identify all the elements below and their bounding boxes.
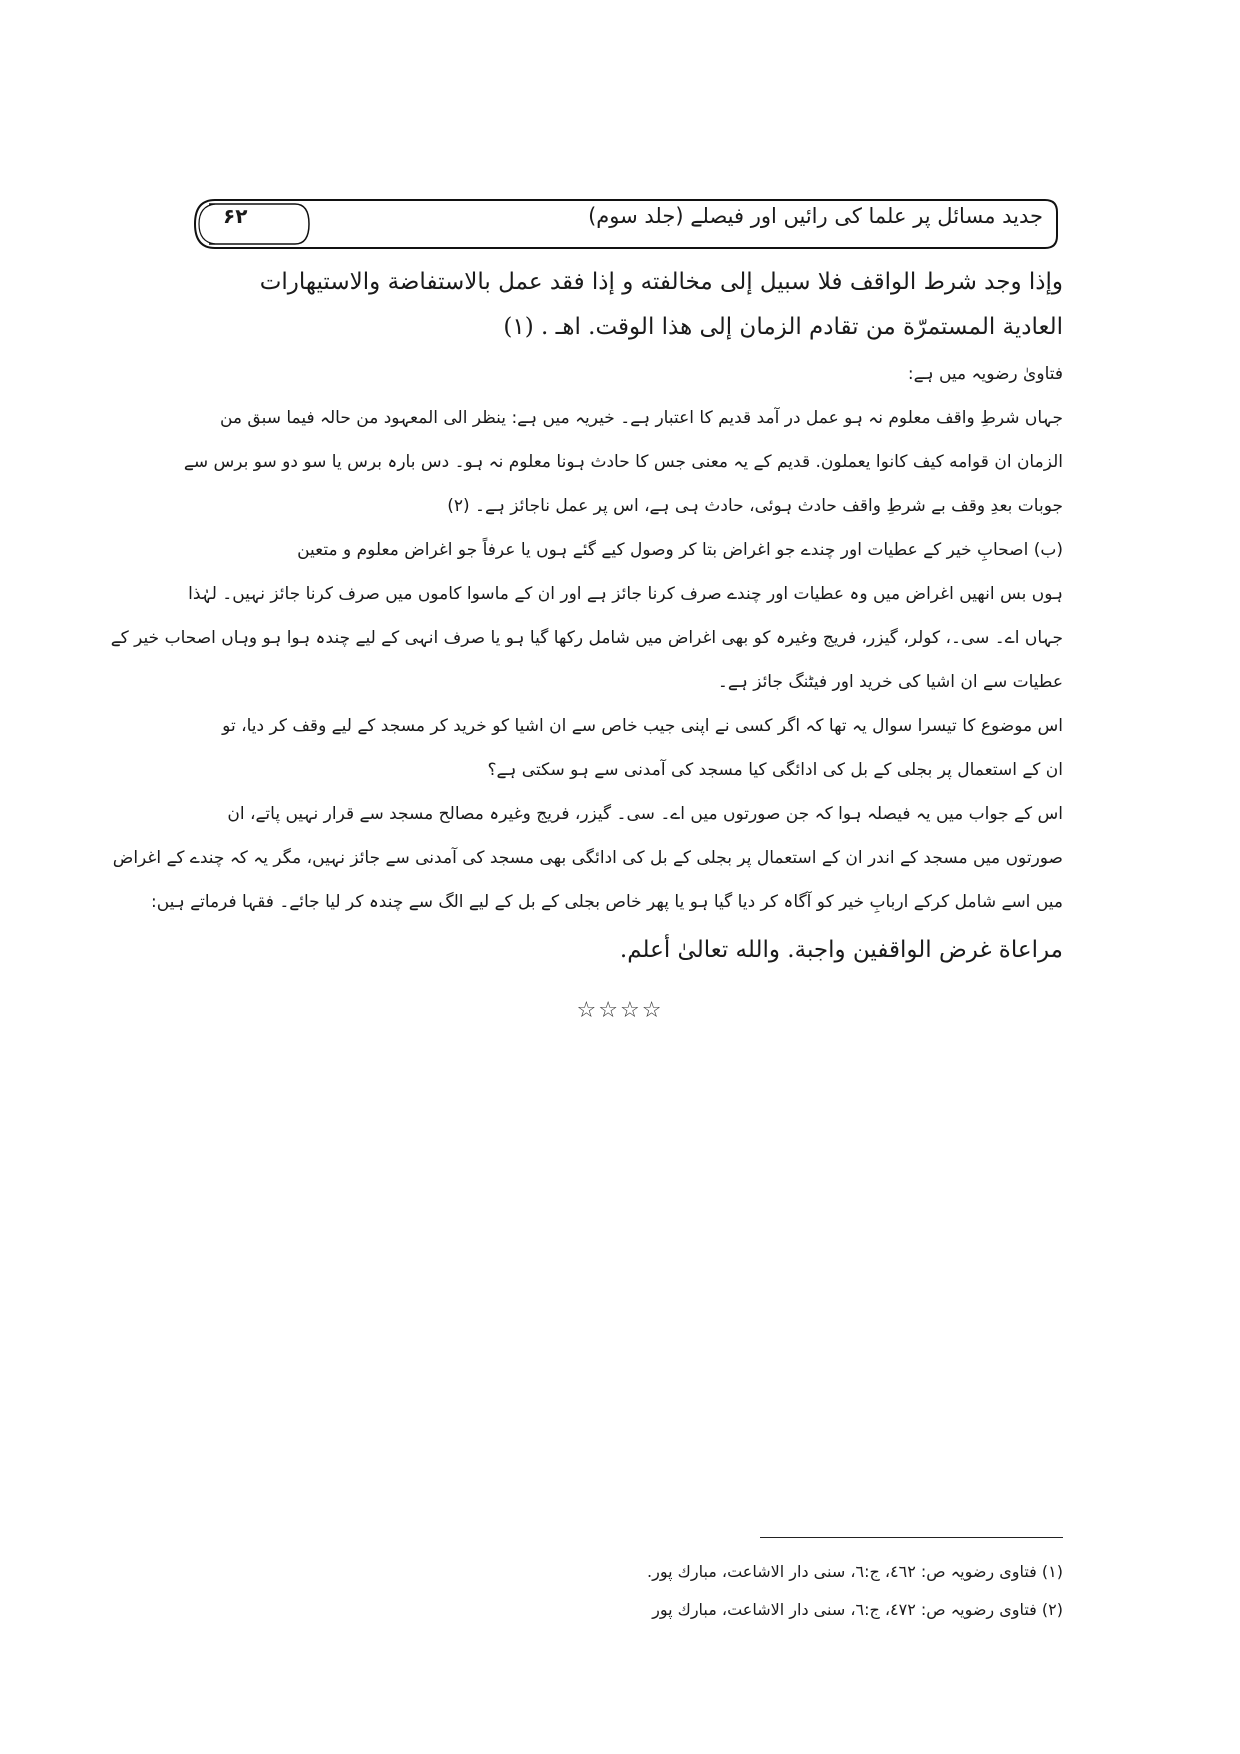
footnote-1: (۱) فتاوی رضویہ ص: ٤٦٢، ج:٦، سنی دار الاشاعت، مبارك پور. [647, 1562, 1063, 1581]
section-separator-stars: ☆☆☆☆ [576, 998, 664, 1023]
running-title: جدید مسائل پر علما کی رائیں اور فیصلے (جلد سوم) [588, 204, 1043, 228]
page-header [185, 196, 1059, 252]
page-number: ۶۲ [223, 204, 248, 228]
paragraph-line: اس موضوع کا تیسرا سوال یہ تھا کہ اگر کسی نے اپنی جیب خاص سے ان اشیا کو خرید کر مسجد کے لیے وقف کر دیا، تو [222, 716, 1063, 736]
footnote-divider [760, 1537, 1063, 1538]
paragraph-line: جہاں اے۔ سی۔، کولر، گیزر، فریج وغیرہ کو بھی اغراض میں شامل رکھا گیا ہو یا صرف انہی کے لیے چندہ ہوا ہو وہاں اصحاب خیر کے [110, 628, 1063, 648]
paragraph-line: جہاں شرطِ واقف معلوم نہ ہو عمل در آمد قدیم کا اعتبار ہے۔ خیریہ میں ہے: ینظر الی المعہود من حالہ فیما سبق من [219, 408, 1063, 428]
arabic-quote-line: العادية المستمرّة من تقادم الزمان إلى هذا الوقت. اهـ . (۱) [503, 314, 1063, 340]
paragraph-line: ان کے استعمال پر بجلی کے بل کی ادائگی کیا مسجد کی آمدنی سے ہو سکتی ہے؟ [487, 760, 1063, 780]
fatawa-intro [183, 352, 1063, 396]
paragraph-line: اس کے جواب میں یہ فیصلہ ہوا کہ جن صورتوں میں اے۔ سی۔ گیزر، فریج وغیرہ مصالح مسجد سے قرار نہیں پاتے، ان [227, 804, 1063, 824]
arabic-quote [183, 260, 1063, 350]
closing-arabic-text: مراعاة غرض الواقفين واجبة. والله تعالیٰ أعلم. [619, 937, 1063, 963]
paragraph-line: جوبات بعدِ وقف بے شرطِ واقف حادث ہوئی، حادث ہی ہے، اس پر عمل ناجائز ہے۔ (۲) [447, 496, 1063, 516]
paragraph-third-question [183, 704, 1063, 792]
paragraph-line: ہوں بس انھیں اغراض میں وہ عطیات اور چندے صرف کرنا جائز ہے اور ان کے ماسوا کاموں میں صرف کرنا جائز نہیں۔ لہٰذا [188, 584, 1063, 604]
fatawa-intro-text: فتاویٰ رضویہ میں ہے: [907, 364, 1063, 384]
footnotes [560, 1553, 1063, 1629]
paragraph-b [110, 528, 1063, 704]
closing-arabic [183, 928, 1063, 973]
paragraph-1 [183, 396, 1063, 528]
paragraph-line: صورتوں میں مسجد کے اندر ان کے استعمال پر بجلی کے بل کی ادائگی بھی مسجد کی آمدنی سے جائز نہیں، مگر یہ کہ چندے کے اغراض [112, 848, 1063, 868]
paragraph-line: الزمان ان قوامه کیف کانوا یعملون. قدیم کے یہ معنی جس کا حادث ہونا معلوم نہ ہو۔ دس بارہ برس یا سو دو سو برس سے [183, 452, 1063, 472]
paragraph-line: (ب) اصحابِ خیر کے عطیات اور چندے جو اغراض بتا کر وصول کیے گئے ہوں یا عرفاً جو اغراض معلوم و متعین [297, 540, 1063, 560]
paragraph-answer [112, 792, 1063, 924]
arabic-quote-line: وإذا وجد شرط الواقف فلا سبيل إلى مخالفته و إذا فقد عمل بالاستفاضة والاستيهارات [259, 269, 1063, 295]
paragraph-line: عطیات سے ان اشیا کی خرید اور فیٹنگ جائز ہے۔ [717, 672, 1063, 692]
paragraph-line: میں اسے شامل کرکے اربابِ خیر کو آگاہ کر دیا گیا ہو یا پھر خاص بجلی کے بل کے لیے الگ سے چندہ کر لیا جائے۔ فقہا فرماتے ہیں: [151, 892, 1063, 912]
footnote-2: (۲) فتاوی رضویہ ص: ٤٧٢، ج:٦، سنی دار الاشاعت، مبارك پور [652, 1600, 1063, 1619]
